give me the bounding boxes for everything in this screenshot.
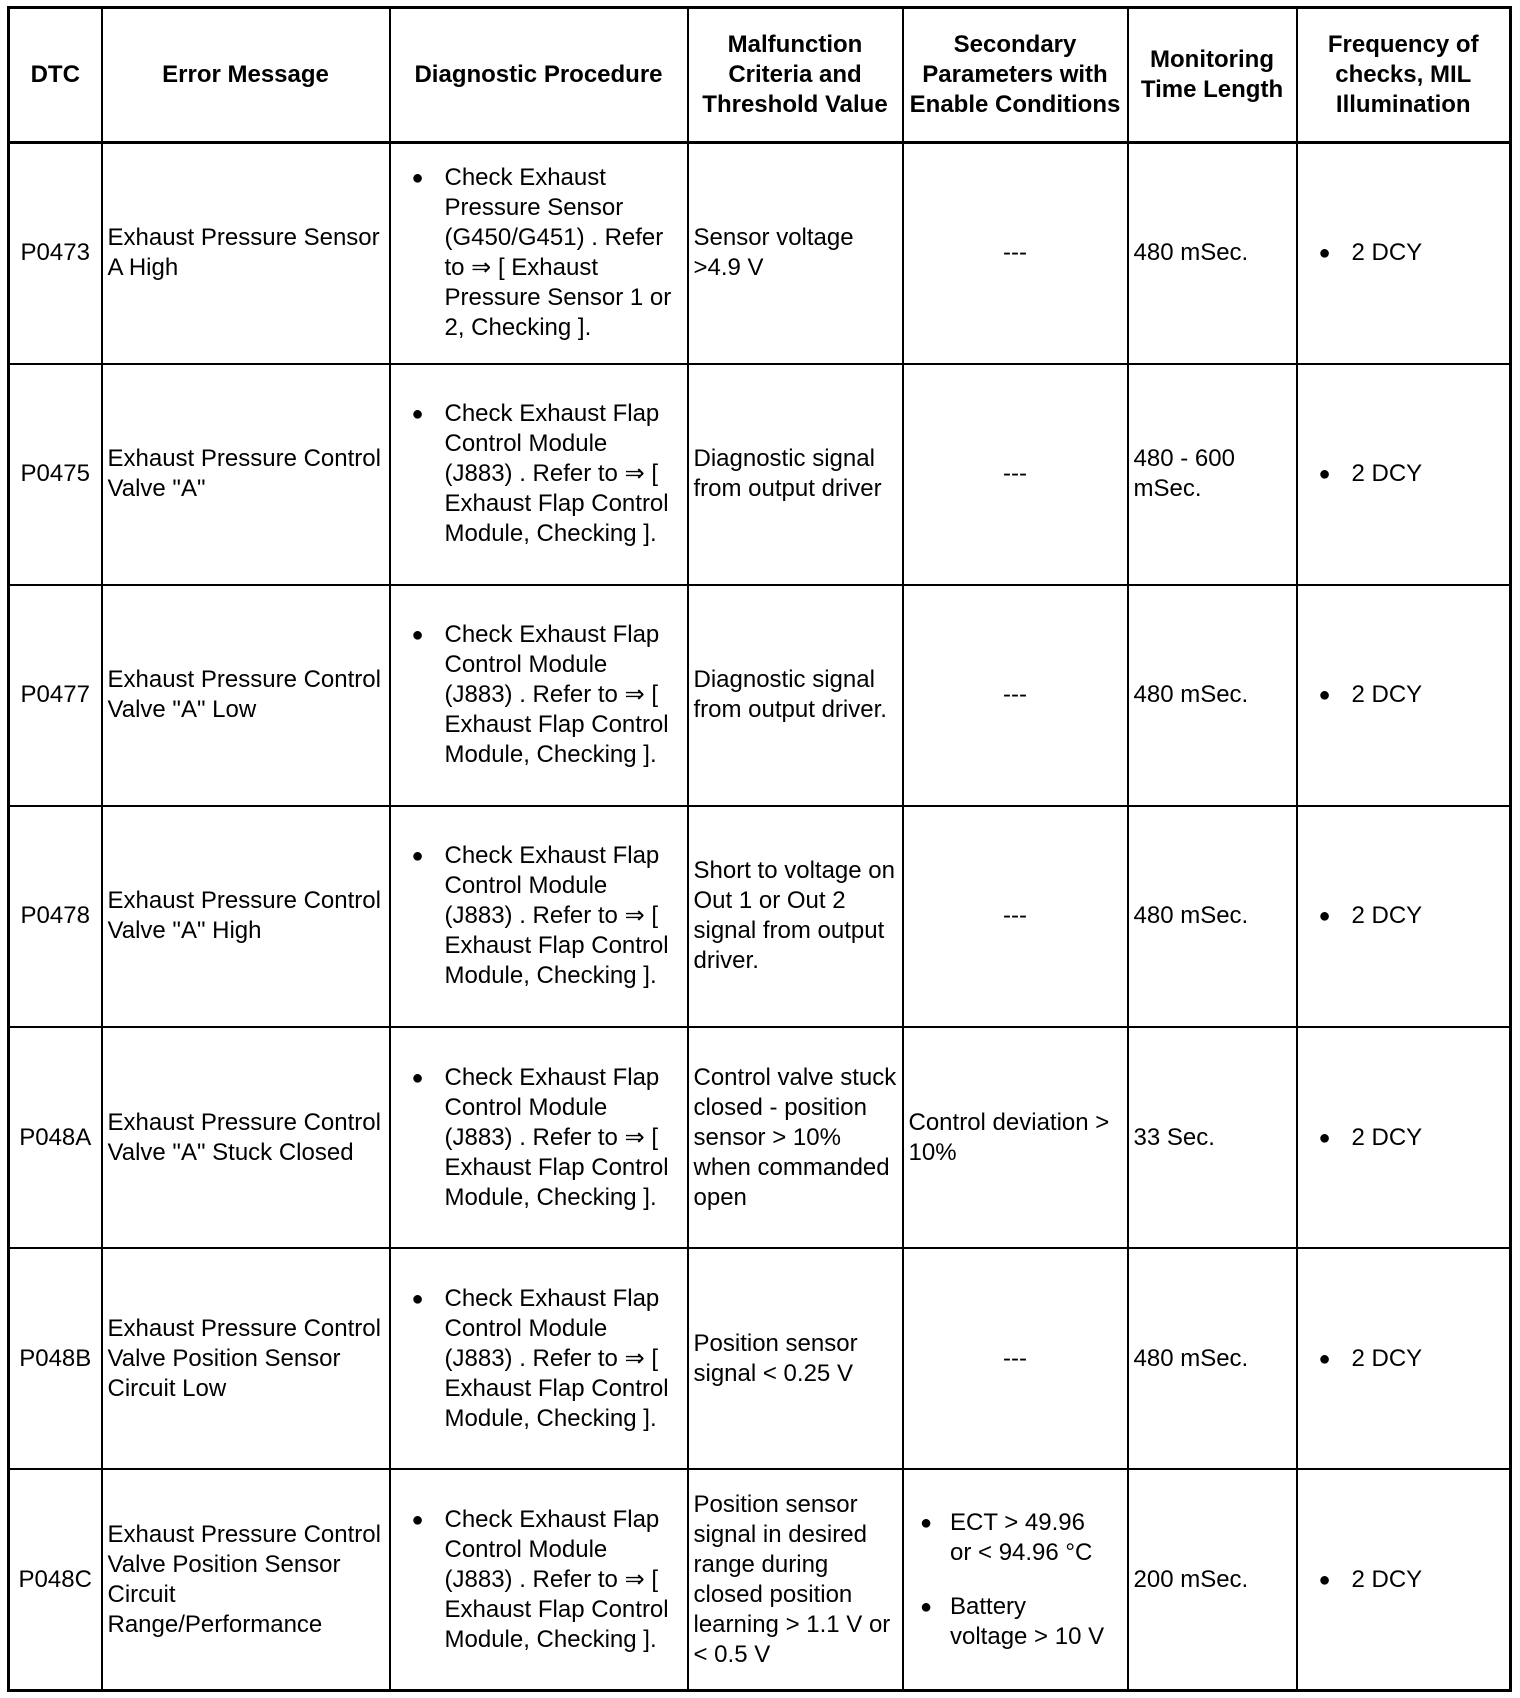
secondary-parameters: ---	[903, 1248, 1128, 1469]
secondary-parameters: ---	[903, 143, 1128, 364]
error-message: Exhaust Pressure Control Valve "A" Stuck Closed	[102, 1027, 390, 1248]
monitoring-time: 33 Sec.	[1128, 1027, 1297, 1248]
malfunction-criteria: Diagnostic signal from output driver	[688, 364, 903, 585]
frequency-item: ● 2 DCY	[1303, 238, 1505, 268]
monitoring-time: 480 mSec.	[1128, 806, 1297, 1027]
frequency-list	[1303, 901, 1505, 931]
error-message: Exhaust Pressure Sensor A High	[102, 143, 390, 364]
table-row	[9, 1027, 1511, 1248]
dtc-code: P0477	[9, 585, 102, 806]
frequency-cell	[1297, 1248, 1511, 1469]
frequency-list	[1303, 459, 1505, 489]
frequency-item: ● 2 DCY	[1303, 901, 1505, 931]
procedure-list	[396, 1284, 682, 1434]
malfunction-criteria: Position sensor signal in desired range during closed position learning > 1.1 V or < 0.5 V	[688, 1469, 903, 1690]
monitoring-time: 200 mSec.	[1128, 1469, 1297, 1690]
table-body	[9, 143, 1511, 1691]
frequency-item: ● 2 DCY	[1303, 1565, 1505, 1595]
procedure-list	[396, 163, 682, 343]
frequency-list	[1303, 1344, 1505, 1374]
frequency-cell	[1297, 143, 1511, 364]
table-header	[9, 8, 1511, 143]
malfunction-criteria: Short to voltage on Out 1 or Out 2 signal from output driver.	[688, 806, 903, 1027]
error-message: Exhaust Pressure Control Valve Position Sensor Circuit Range/Performance	[102, 1469, 390, 1690]
secondary-parameters: ---	[903, 364, 1128, 585]
frequency-list	[1303, 1123, 1505, 1153]
procedure-list	[396, 620, 682, 770]
procedure-item: ● Check Exhaust Flap Control Module (J883) . Refer to ⇒ [ Exhaust Flap Control Module, Checking ].	[396, 620, 682, 770]
frequency-item: ● 2 DCY	[1303, 1123, 1505, 1153]
procedure-item: ● Check Exhaust Flap Control Module (J883) . Refer to ⇒ [ Exhaust Flap Control Module, Checking ].	[396, 1505, 682, 1655]
secondary-parameters: Control deviation > 10%	[903, 1027, 1128, 1248]
dtc-code: P048B	[9, 1248, 102, 1469]
dtc-table	[7, 6, 1512, 1692]
secondary-item: ● Battery voltage > 10 V	[920, 1592, 1110, 1652]
procedure-item: ● Check Exhaust Flap Control Module (J883) . Refer to ⇒ [ Exhaust Flap Control Module, Checking ].	[396, 1284, 682, 1434]
frequency-item: ● 2 DCY	[1303, 680, 1505, 710]
secondary-item: ● ECT > 49.96 or < 94.96 °C	[920, 1508, 1110, 1568]
frequency-cell	[1297, 1469, 1511, 1690]
procedure-item: ● Check Exhaust Flap Control Module (J883) . Refer to ⇒ [ Exhaust Flap Control Module, Checking ].	[396, 1063, 682, 1213]
table-row	[9, 1248, 1511, 1469]
monitoring-time: 480 mSec.	[1128, 585, 1297, 806]
malfunction-criteria: Diagnostic signal from output driver.	[688, 585, 903, 806]
frequency-list	[1303, 238, 1505, 268]
dtc-code: P048C	[9, 1469, 102, 1690]
malfunction-criteria: Position sensor signal < 0.25 V	[688, 1248, 903, 1469]
procedure-list	[396, 841, 682, 991]
error-message: Exhaust Pressure Control Valve Position Sensor Circuit Low	[102, 1248, 390, 1469]
header-monitoring-time: Monitoring Time Length	[1128, 8, 1297, 143]
malfunction-criteria: Sensor voltage >4.9 V	[688, 143, 903, 364]
diagnostic-procedure	[390, 143, 688, 364]
frequency-list	[1303, 1565, 1505, 1595]
header-dtc: DTC	[9, 8, 102, 143]
monitoring-time: 480 - 600 mSec.	[1128, 364, 1297, 585]
frequency-cell	[1297, 585, 1511, 806]
secondary-parameters: ---	[903, 806, 1128, 1027]
monitoring-time: 480 mSec.	[1128, 1248, 1297, 1469]
procedure-item: ● Check Exhaust Flap Control Module (J883) . Refer to ⇒ [ Exhaust Flap Control Module, Checking ].	[396, 399, 682, 549]
diagnostic-procedure	[390, 1248, 688, 1469]
header-malfunction-criteria: Malfunction Criteria and Threshold Value	[688, 8, 903, 143]
dtc-code: P048A	[9, 1027, 102, 1248]
procedure-list	[396, 399, 682, 549]
procedure-list	[396, 1063, 682, 1213]
frequency-list	[1303, 680, 1505, 710]
header-error-message: Error Message	[102, 8, 390, 143]
header-secondary-parameters: Secondary Parameters with Enable Conditions	[903, 8, 1128, 143]
secondary-parameters	[903, 1469, 1128, 1690]
monitoring-time: 480 mSec.	[1128, 143, 1297, 364]
table-row	[9, 1469, 1511, 1690]
table-row	[9, 364, 1511, 585]
procedure-item: ● Check Exhaust Flap Control Module (J883) . Refer to ⇒ [ Exhaust Flap Control Module, Checking ].	[396, 841, 682, 991]
header-frequency: Frequency of checks, MIL Illumination	[1297, 8, 1511, 143]
diagnostic-procedure	[390, 806, 688, 1027]
frequency-item: ● 2 DCY	[1303, 459, 1505, 489]
error-message: Exhaust Pressure Control Valve "A" Low	[102, 585, 390, 806]
diagnostic-procedure	[390, 1469, 688, 1690]
diagnostic-procedure	[390, 585, 688, 806]
diagnostic-procedure	[390, 1027, 688, 1248]
secondary-list	[920, 1508, 1110, 1652]
dtc-code: P0475	[9, 364, 102, 585]
dtc-code: P0478	[9, 806, 102, 1027]
error-message: Exhaust Pressure Control Valve "A"	[102, 364, 390, 585]
malfunction-criteria: Control valve stuck closed - position sensor > 10% when commanded open	[688, 1027, 903, 1248]
frequency-cell	[1297, 1027, 1511, 1248]
procedure-list	[396, 1505, 682, 1655]
diagnostic-procedure	[390, 364, 688, 585]
dtc-code: P0473	[9, 143, 102, 364]
error-message: Exhaust Pressure Control Valve "A" High	[102, 806, 390, 1027]
frequency-cell	[1297, 364, 1511, 585]
table-row	[9, 806, 1511, 1027]
header-row	[9, 8, 1511, 143]
secondary-parameters: ---	[903, 585, 1128, 806]
frequency-item: ● 2 DCY	[1303, 1344, 1505, 1374]
header-diagnostic-procedure: Diagnostic Procedure	[390, 8, 688, 143]
table-row	[9, 143, 1511, 364]
procedure-item: ● Check Exhaust Pressure Sensor (G450/G451) . Refer to ⇒ [ Exhaust Pressure Sensor 1 or 2, Checking ].	[396, 163, 682, 343]
frequency-cell	[1297, 806, 1511, 1027]
table-row	[9, 585, 1511, 806]
